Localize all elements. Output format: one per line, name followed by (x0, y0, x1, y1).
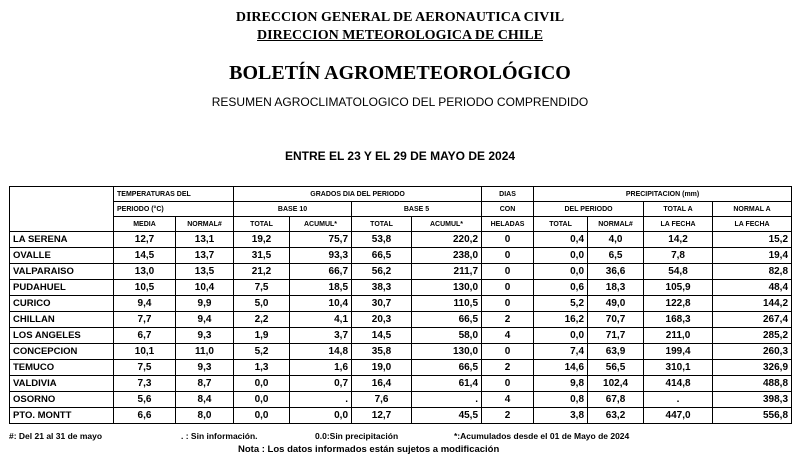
temp-period-header: PERIODO (°C) (114, 202, 234, 217)
temp-normal-cell: 9,4 (176, 312, 234, 328)
station-name: VALDIVIA (10, 376, 114, 392)
temp-mean-cell: 7,5 (114, 360, 176, 376)
precip-total-to-date-cell: 122,8 (644, 296, 713, 312)
temp-normal-cell: 13,1 (176, 232, 234, 248)
precip-normal-to-date-cell: 285,2 (713, 328, 792, 344)
precip-normal-cell: 102,4 (588, 376, 644, 392)
temp-mean-cell: 13,0 (114, 264, 176, 280)
precip-total-to-date-cell: 105,9 (644, 280, 713, 296)
period-precip-header: DEL PERIODO (534, 202, 644, 217)
frost-days-cell: 4 (482, 328, 534, 344)
gd5-total-cell: 20,3 (352, 312, 412, 328)
table-row (10, 392, 792, 408)
gd10-accum-cell: 0,7 (290, 376, 352, 392)
temp-normal-cell: 8,0 (176, 408, 234, 424)
gd10-accum-cell: 0,0 (290, 408, 352, 424)
temp-mean-cell: 10,5 (114, 280, 176, 296)
gd10-total-cell: 0,0 (234, 376, 290, 392)
precip-normal-cell: 67,8 (588, 392, 644, 408)
precip-normal-cell: 63,2 (588, 408, 644, 424)
col-header: TOTAL (534, 217, 588, 232)
gd10-accum-cell: 14,8 (290, 344, 352, 360)
temp-normal-cell: 10,4 (176, 280, 234, 296)
precip-total-cell: 9,8 (534, 376, 588, 392)
table-row (10, 312, 792, 328)
precip-total-cell: 0,6 (534, 280, 588, 296)
station-name: CURICO (10, 296, 114, 312)
precip-total-cell: 3,8 (534, 408, 588, 424)
header-row-2 (10, 202, 792, 217)
table-row (10, 264, 792, 280)
table-row (10, 376, 792, 392)
gd5-accum-cell: 45,5 (412, 408, 482, 424)
temp-normal-cell: 13,5 (176, 264, 234, 280)
gd5-total-cell: 16,4 (352, 376, 412, 392)
precip-total-cell: 0,4 (534, 232, 588, 248)
precip-total-to-date-cell: 414,8 (644, 376, 713, 392)
temp-mean-cell: 10,1 (114, 344, 176, 360)
station-name: PTO. MONTT (10, 408, 114, 424)
station-name: LA SERENA (10, 232, 114, 248)
col-header: LA FECHA (644, 217, 713, 232)
gd5-accum-cell: 211,7 (412, 264, 482, 280)
precip-normal-to-date-cell: 260,3 (713, 344, 792, 360)
frost-days-cell: 4 (482, 392, 534, 408)
gd5-total-cell: 14,5 (352, 328, 412, 344)
col-header: ACUMUL* (412, 217, 482, 232)
gd10-total-cell: 21,2 (234, 264, 290, 280)
temp-mean-cell: 5,6 (114, 392, 176, 408)
station-name: VALPARAISO (10, 264, 114, 280)
gd5-total-cell: 56,2 (352, 264, 412, 280)
gd10-total-cell: 5,0 (234, 296, 290, 312)
precip-total-to-date-cell: 14,2 (644, 232, 713, 248)
col-header: ACUMUL* (290, 217, 352, 232)
precip-normal-to-date-cell: 267,4 (713, 312, 792, 328)
gd5-accum-cell: 66,5 (412, 360, 482, 376)
table-row (10, 408, 792, 424)
precip-total-to-date-cell: . (644, 392, 713, 408)
table-row (10, 296, 792, 312)
temp-group-header: TEMPERATURAS DEL (114, 187, 234, 202)
gd10-accum-cell: 1,6 (290, 360, 352, 376)
precip-total-cell: 0,8 (534, 392, 588, 408)
station-name: CHILLAN (10, 312, 114, 328)
precip-normal-to-date-cell: 19,4 (713, 248, 792, 264)
precip-normal-cell: 36,6 (588, 264, 644, 280)
gd10-accum-cell: 10,4 (290, 296, 352, 312)
col-header: HELADAS (482, 217, 534, 232)
gd5-total-cell: 66,5 (352, 248, 412, 264)
gd10-accum-cell: 75,7 (290, 232, 352, 248)
col-header: TOTAL (352, 217, 412, 232)
footnote-normal: #: Del 21 al 31 de mayo (9, 431, 103, 441)
frost-days-cell: 2 (482, 312, 534, 328)
precip-total-cell: 0,0 (534, 248, 588, 264)
footnote-accumulated: *:Acumulados desde el 01 de Mayo de 2024 (454, 431, 630, 441)
gd10-total-cell: 2,2 (234, 312, 290, 328)
header-row-3 (10, 217, 792, 232)
gd10-total-cell: 31,5 (234, 248, 290, 264)
gd10-accum-cell: 4,1 (290, 312, 352, 328)
station-name: LOS ANGELES (10, 328, 114, 344)
org-name: DIRECCION GENERAL DE AERONAUTICA CIVIL (235, 10, 565, 25)
gd10-total-cell: 0,0 (234, 408, 290, 424)
precip-normal-to-date-cell: 48,4 (713, 280, 792, 296)
precip-normal-to-date-cell: 556,8 (713, 408, 792, 424)
precip-header: PRECIPITACION (mm) (534, 187, 792, 202)
precip-normal-cell: 18,3 (588, 280, 644, 296)
gd10-total-cell: 1,9 (234, 328, 290, 344)
precip-total-to-date-cell: 199,4 (644, 344, 713, 360)
temp-mean-cell: 7,7 (114, 312, 176, 328)
station-name: TEMUCO (10, 360, 114, 376)
precip-normal-to-date-cell: 15,2 (713, 232, 792, 248)
temp-mean-cell: 6,7 (114, 328, 176, 344)
precip-total-cell: 16,2 (534, 312, 588, 328)
table-row (10, 248, 792, 264)
temp-normal-cell: 13,7 (176, 248, 234, 264)
gd5-total-cell: 19,0 (352, 360, 412, 376)
degree-days-header: GRADOS DIA DEL PERIODO (234, 187, 482, 202)
gd5-accum-cell: 61,4 (412, 376, 482, 392)
gd10-total-cell: 0,0 (234, 392, 290, 408)
gd10-total-cell: 1,3 (234, 360, 290, 376)
table-row (10, 344, 792, 360)
precip-normal-to-date-cell: 488,8 (713, 376, 792, 392)
frost-days-cell: 0 (482, 248, 534, 264)
precip-normal-to-date-cell: 144,2 (713, 296, 792, 312)
base5-header: BASE 5 (352, 202, 482, 217)
temp-mean-cell: 7,3 (114, 376, 176, 392)
precip-normal-cell: 63,9 (588, 344, 644, 360)
footnote-no-info: . : Sin información. (181, 431, 258, 441)
precip-total-cell: 0,0 (534, 328, 588, 344)
col-header: TOTAL (234, 217, 290, 232)
gd5-accum-cell: 130,0 (412, 280, 482, 296)
gd5-total-cell: 35,8 (352, 344, 412, 360)
gd5-accum-cell: 110,5 (412, 296, 482, 312)
gd5-accum-cell: 220,2 (412, 232, 482, 248)
gd5-accum-cell: 66,5 (412, 312, 482, 328)
gd5-accum-cell: 238,0 (412, 248, 482, 264)
total-to-date-header: TOTAL A (644, 202, 713, 217)
station-name: OVALLE (10, 248, 114, 264)
precip-total-to-date-cell: 7,8 (644, 248, 713, 264)
precip-normal-cell: 71,7 (588, 328, 644, 344)
temp-normal-cell: 9,3 (176, 328, 234, 344)
frost-days-cell: 0 (482, 264, 534, 280)
precip-total-cell: 5,2 (534, 296, 588, 312)
gd5-total-cell: 12,7 (352, 408, 412, 424)
temp-normal-cell: 8,4 (176, 392, 234, 408)
temp-mean-cell: 6,6 (114, 408, 176, 424)
agro-table (9, 186, 792, 424)
dept-name: DIRECCION METEOROLOGICA DE CHILE (257, 28, 543, 43)
col-header: LA FECHA (713, 217, 792, 232)
col-header: NORMAL# (176, 217, 234, 232)
precip-total-to-date-cell: 168,3 (644, 312, 713, 328)
table-row (10, 232, 792, 248)
precip-total-to-date-cell: 211,0 (644, 328, 713, 344)
precip-total-cell: 0,0 (534, 264, 588, 280)
table-body (10, 232, 792, 424)
precip-normal-cell: 4,0 (588, 232, 644, 248)
temp-normal-cell: 9,9 (176, 296, 234, 312)
frost-days-cell: 0 (482, 280, 534, 296)
precip-total-to-date-cell: 310,1 (644, 360, 713, 376)
period-range: ENTRE EL 23 Y EL 29 DE MAYO DE 2024 (284, 149, 516, 163)
gd5-accum-cell: . (412, 392, 482, 408)
station-name: PUDAHUEL (10, 280, 114, 296)
precip-total-to-date-cell: 447,0 (644, 408, 713, 424)
normal-to-date-header: NORMAL A (713, 202, 792, 217)
station-header (10, 187, 114, 232)
frost-days-cell: 2 (482, 360, 534, 376)
temp-normal-cell: 8,7 (176, 376, 234, 392)
header-row-1 (10, 187, 792, 202)
precip-normal-cell: 56,5 (588, 360, 644, 376)
gd5-accum-cell: 58,0 (412, 328, 482, 344)
col-header: MEDIA (114, 217, 176, 232)
precip-total-to-date-cell: 54,8 (644, 264, 713, 280)
gd10-accum-cell: 3,7 (290, 328, 352, 344)
frost-days-cell: 2 (482, 408, 534, 424)
gd10-accum-cell: 66,7 (290, 264, 352, 280)
note: Nota : Los datos informados están sujetos a modificación (238, 444, 500, 455)
table-row (10, 360, 792, 376)
temp-mean-cell: 9,4 (114, 296, 176, 312)
gd5-total-cell: 30,7 (352, 296, 412, 312)
frost-days-cell: 0 (482, 344, 534, 360)
temp-normal-cell: 9,3 (176, 360, 234, 376)
temp-mean-cell: 14,5 (114, 248, 176, 264)
gd10-total-cell: 7,5 (234, 280, 290, 296)
frost-days-cell: 0 (482, 376, 534, 392)
precip-normal-cell: 6,5 (588, 248, 644, 264)
gd5-accum-cell: 130,0 (412, 344, 482, 360)
col-header: NORMAL# (588, 217, 644, 232)
footnote-no-precip: 0.0:Sin precipitación (315, 431, 399, 441)
frost-header-1: DIAS (482, 187, 534, 202)
station-name: CONCEPCION (10, 344, 114, 360)
frost-days-cell: 0 (482, 296, 534, 312)
temp-mean-cell: 12,7 (114, 232, 176, 248)
precip-normal-cell: 70,7 (588, 312, 644, 328)
precip-normal-to-date-cell: 82,8 (713, 264, 792, 280)
gd10-total-cell: 5,2 (234, 344, 290, 360)
gd5-total-cell: 7,6 (352, 392, 412, 408)
gd10-accum-cell: . (290, 392, 352, 408)
precip-normal-to-date-cell: 398,3 (713, 392, 792, 408)
table-row (10, 280, 792, 296)
precip-total-cell: 14,6 (534, 360, 588, 376)
precip-total-cell: 7,4 (534, 344, 588, 360)
gd10-total-cell: 19,2 (234, 232, 290, 248)
bulletin-title: BOLETÍN AGROMETEOROLÓGICO (229, 62, 571, 84)
frost-days-cell: 0 (482, 232, 534, 248)
base10-header: BASE 10 (234, 202, 352, 217)
gd10-accum-cell: 93,3 (290, 248, 352, 264)
frost-header-2: CON (482, 202, 534, 217)
precip-normal-to-date-cell: 326,9 (713, 360, 792, 376)
temp-normal-cell: 11,0 (176, 344, 234, 360)
gd5-total-cell: 38,3 (352, 280, 412, 296)
gd5-total-cell: 53,8 (352, 232, 412, 248)
table-row (10, 328, 792, 344)
gd10-accum-cell: 18,5 (290, 280, 352, 296)
bulletin-subtitle: RESUMEN AGROCLIMATOLOGICO DEL PERIODO COMPRENDIDO (211, 95, 589, 109)
precip-normal-cell: 49,0 (588, 296, 644, 312)
station-name: OSORNO (10, 392, 114, 408)
